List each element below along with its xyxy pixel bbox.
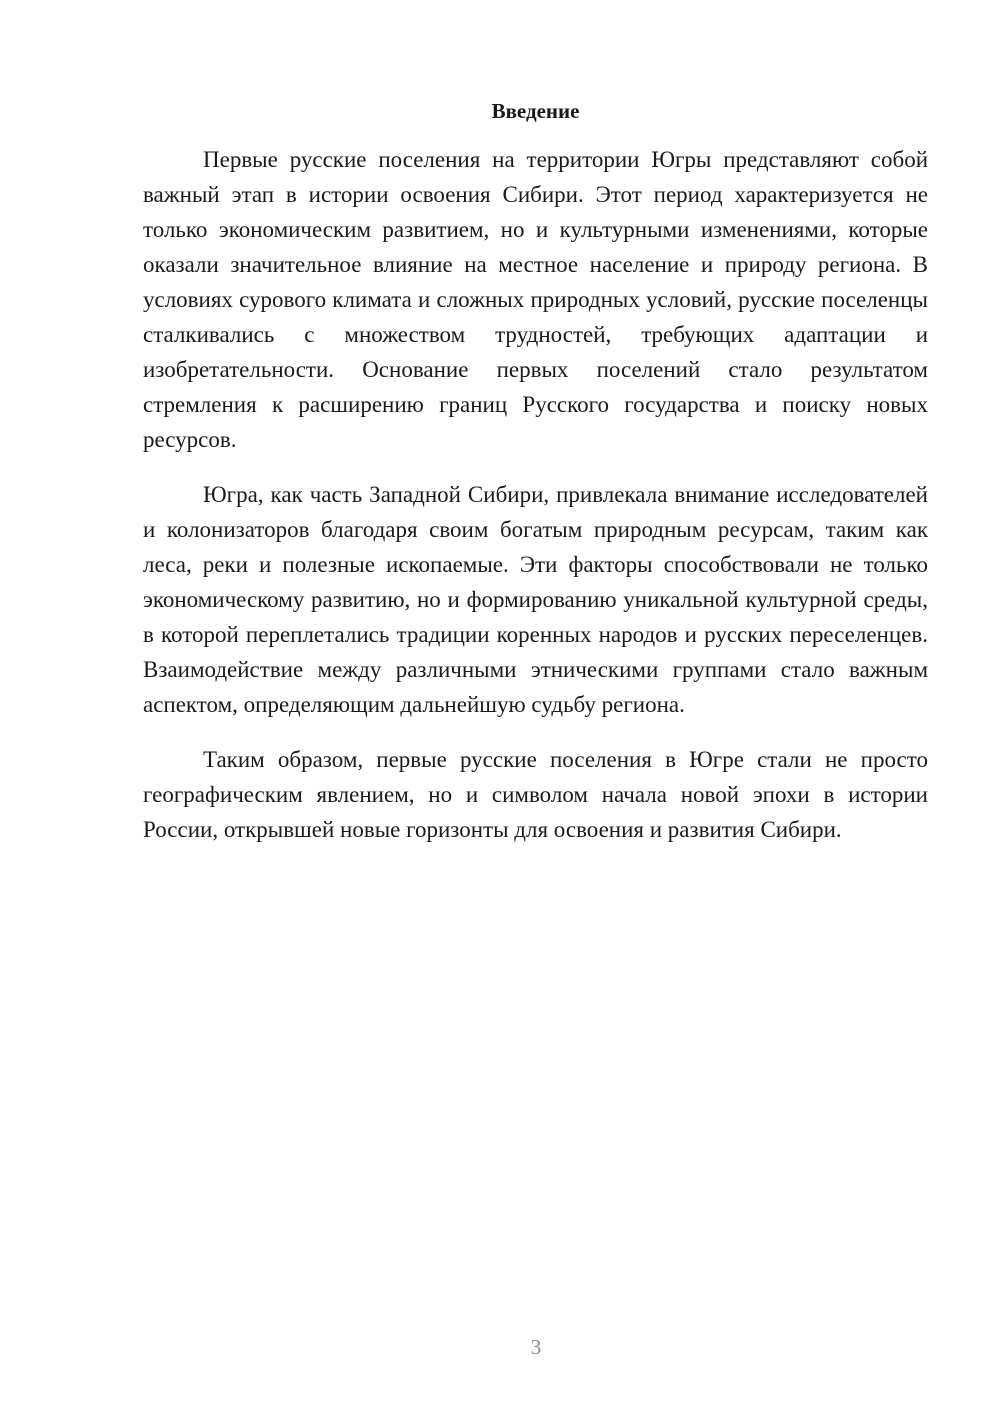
paragraph-1: Первые русские поселения на территории Югры представляют собой важный этап в истории освоения Сибири. Этот период характеризуется не только экономическим развитием, но и культурными изменениями, которые оказали значительное влияние на местное население и природу региона. В условиях сурового климата и сложных природных условий, русские поселенцы сталкивались с множеством трудностей, требующих адаптации и изобретательности. Основание первых поселений стало результатом стремления к расширению границ Русского государства и поиску новых ресурсов. [143,147,928,452]
paragraph-2: Югра, как часть Западной Сибири, привлекала внимание исследователей и колонизаторов благодаря своим богатым природным ресурсам, таким как леса, реки и полезные ископаемые. Эти факторы способствовали не только экономическому развитию, но и формированию уникальной культурной среды, в которой переплетались традиции коренных народов и русских переселенцев. Взаимодействие между различными этническими группами стало важным аспектом, определяющим дальнейшую судьбу региона. [143,482,928,717]
body-text [143,142,928,867]
paragraph-3: Таким образом, первые русские поселения в Югре стали не просто географическим явлением, но и символом начала новой эпохи в истории России, открывшей новые горизонты для освоения и развития Сибири. [143,747,928,842]
page-number: 3 [530,1335,542,1359]
section-heading: Введение [491,99,580,123]
